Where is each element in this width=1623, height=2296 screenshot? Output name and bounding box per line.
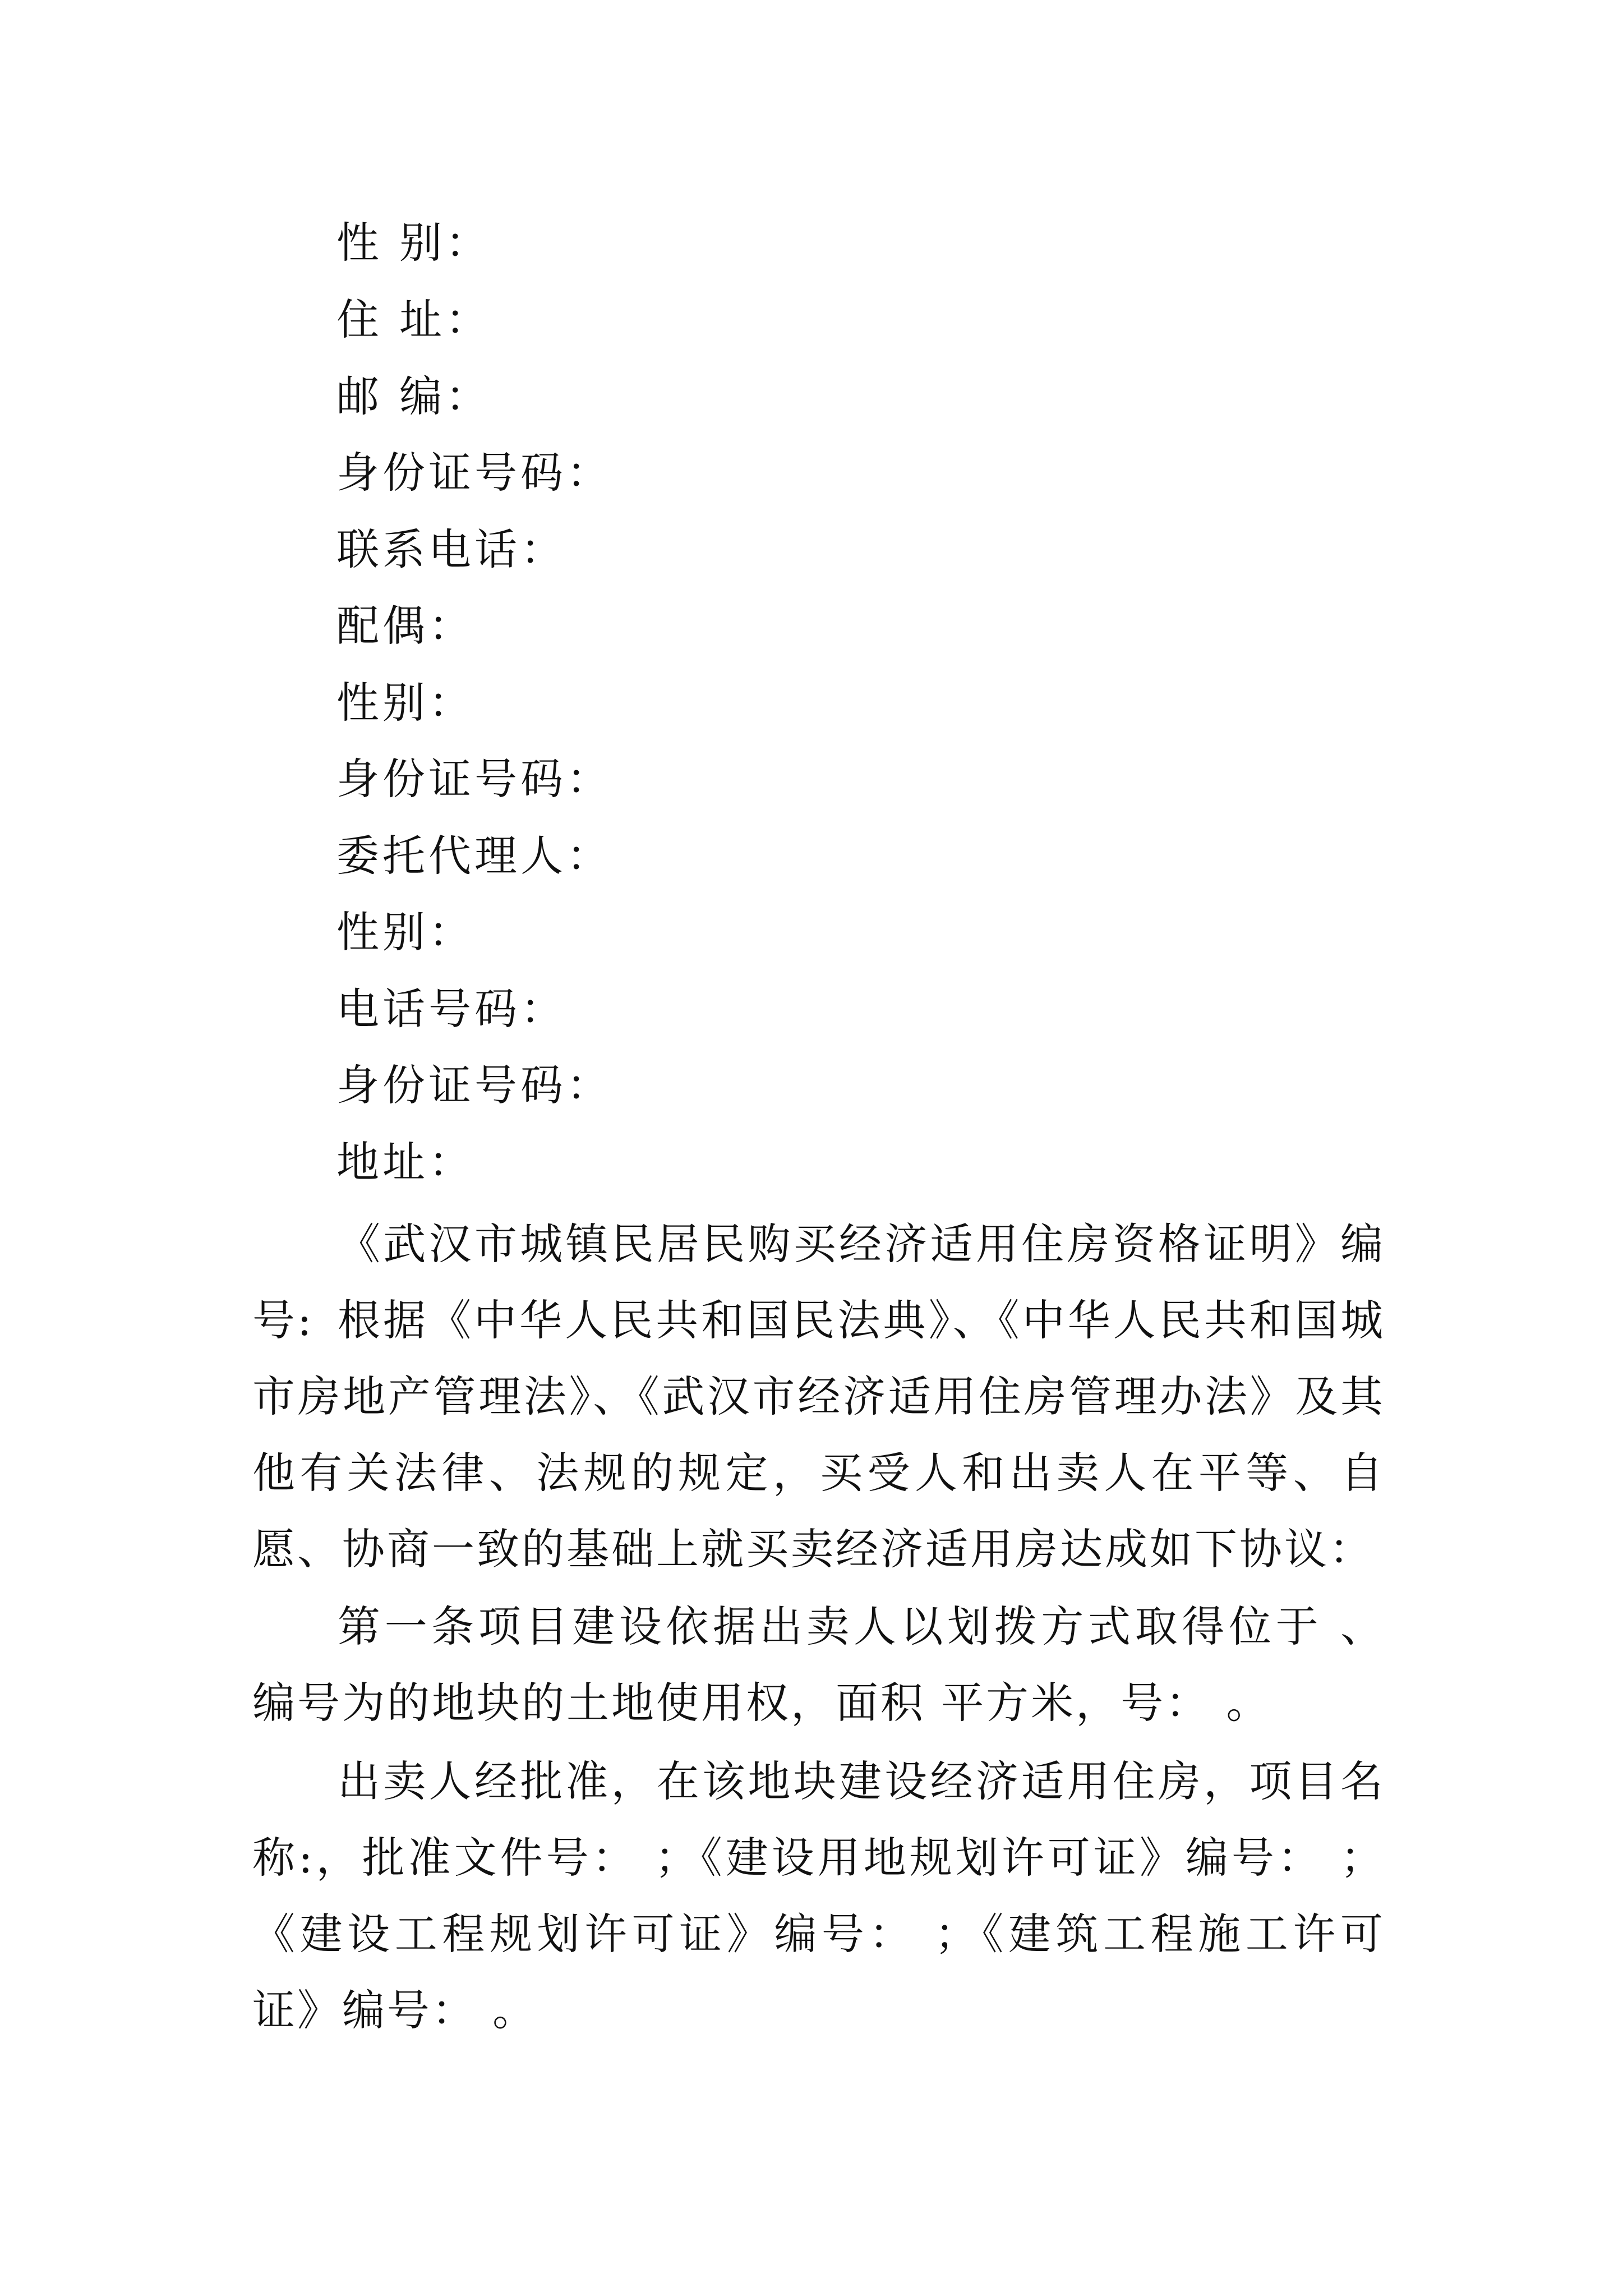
agent-phone-field-label: 电话号码： [336,984,566,1034]
agent-gender-field-label: 性别： [336,907,474,957]
agent-id-number-field-label: 身份证号码： [336,1060,612,1110]
preamble-paragraph: 根据《中华人民共和国民法典》、《中华人民共和国城市房地产管理法》、《武汉市经济适用住房管理办法》及其他有关法律、法规的规定，买受人和出卖人在平等、自愿、协商一致的基础上就买卖经济适用房达成如下协议： [252,1295,1385,1574]
agent-address-field-label: 地址： [336,1137,474,1187]
id-number-field-label: 身份证号码： [336,448,612,498]
spouse-id-number-field-label: 身份证号码： [336,754,612,804]
address-field-label: 住 址： [336,295,492,344]
certificate-number-line: 《武汉市城镇民居民购买经济适用住房资格证明》编号: [252,1219,1385,1345]
article-1-paragraph: 第一条项目建设依据出卖人以划拨方式取得位于 、编号为的地块的土地使用权，面积 平方米，号： 。 [252,1602,1385,1728]
postcode-field-label: 邮 编： [336,371,492,421]
article-1-approval-paragraph: 出卖人经批准，在该地块建设经济适用住房，项目名称:，批准文件号： ；《建设用地规划许可证》编号： ；《建设工程规划许可证》编号： ；《建筑工程施工许可证》编号： 。 [252,1756,1385,2035]
phone-field-label: 联系电话： [336,524,566,574]
spouse-field-label: 配偶： [336,601,474,651]
spouse-gender-field-label: 性别： [336,678,474,728]
gender-field-label: 性 别： [336,218,492,268]
agent-field-label: 委托代理人： [336,831,612,881]
